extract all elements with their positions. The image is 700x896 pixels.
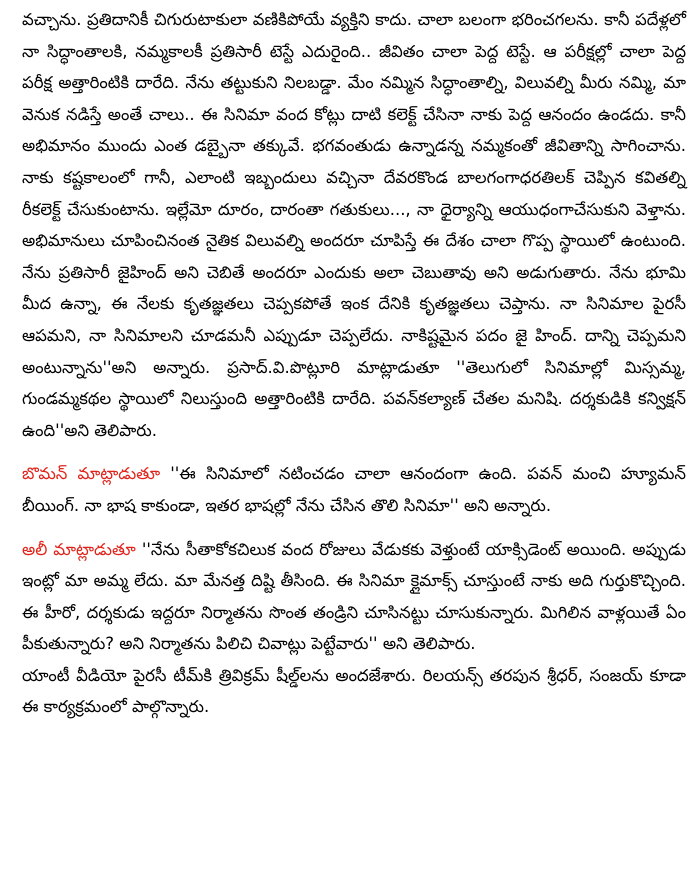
paragraph-boman	[22, 458, 686, 521]
paragraph-text: యాంటీ వీడియో పైరసీ టీమ్‌కి త్రివిక్రమ్ షీల్డ్‌లను అందజేశారు. రిలయన్స్ తరపున శ్రీధర్, సంజయ్ కూడా ఈ కార్యక్రమంలో పాల్గొన్నారు.	[22, 665, 686, 717]
paragraph-closing	[22, 660, 686, 723]
paragraph-speech	[22, 4, 686, 446]
speaker-label-ali: అలీ మాట్లాడుతూ	[22, 539, 136, 559]
paragraph-text: ''నేను సీతాకోకచిలుక వంద రోజులు వేడుకకు వెళ్తుంటే యాక్సిడెంట్ అయింది. అప్పుడు ఇంట్లో మా అమ్మ లేదు. మా మేనత్త దిష్టి తీసింది. ఈ సినిమా క్లైమాక్స్ చూస్తుంటే నాకు అది గుర్తుకొచ్చింది. ఈ హీరో, దర్శకుడు ఇద్దరూ నిర్మాతను సొంత తండ్రిని చూసినట్టు చూసుకున్నారు. మిగిలిన వాళ్లయితే ఏం పీకుతున్నారు? అని నిర్మాతను పిలిచి చివాట్లు పెట్టేవారు'' అని తెలిపారు.	[22, 539, 687, 654]
speaker-label-boman: బొమన్ మాట్లాడుతూ	[22, 464, 161, 484]
paragraph-text: వచ్చాను. ప్రతిదానికీ చిగురుటాకులా వణికిపోయే వ్యక్తిని కాదు. చాలా బలంగా భరించగలను. కానీ పదేళ్లలో నా సిద్ధాంతాలకి, నమ్మకాలకీ ప్రతిసారీ టెస్టే ఎదురైంది.. జీవితం చాలా పెద్ద టెస్టే. ఆ పరీక్షల్లో చాలా పెద్ద పరీక్ష అత్తారింటికి దారేది. నేను తట్టుకుని నిలబడ్డా. మేం నమ్మిన సిద్ధాంతాల్ని, విలువల్ని మీరు నమ్మి, మా వెనుక నడిస్తే అంతే చాలు.. ఈ సినిమా వంద కోట్లు దాటి కలెక్ట్ చేసినా నాకు పెద్ద ఆనందం ఉండదు. కానీ అభిమానం ముందు ఎంత డబ్బైనా తక్కువే. భగవంతుడు ఉన్నాడన్న నమ్మకంతో జీవితాన్ని సాగించాను. నాకు కష్టకాలంలో గానీ, ఎలాంటి ఇబ్బందులు వచ్చినా దేవరకొండ బాలగంగాధరతిలక్ చెప్పిన కవితల్ని రీకలెక్ట్ చేసుకుంటాను. ఇల్లేమో దూరం, దారంతా గతుకులు..., నా ధైర్యాన్ని ఆయుధంగాచేసుకుని వెళ్తాను. అభిమానులు చూపించినంత నైతిక విలువల్ని అందరూ చూపిస్తే ఈ దేశం చాలా గొప్ప స్థాయిలో ఉంటుంది. నేను ప్రతిసారీ జైహింద్ అని చెబితే అందరూ ఎందుకు అలా చెబుతావు అని అడుగుతారు. నేను భూమి మీద ఉన్నా, ఈ నేలకు కృతజ్ఞతలు చెప్పకపోతే ఇంక దేనికి కృతజ్ఞతలు చెప్తాను. నా సినిమాల పైరసీ ఆపమని, నా సినిమాలని చూడమనీ ఎప్పుడూ చెప్పలేదు. నాకిష్టమైన పదం జై హింద్. దాన్ని చెప్పమని అంటున్నాను''అని అన్నారు. ప్రసాద్.వి.పొట్లూరి మాట్లాడుతూ ''తెలుగులో సినిమాల్లో మిస్సమ్మ, గుండమ్మకథల స్థాయిలో నిలుస్తుంది అత్తారింటికి దారేది. పవన్‌కల్యాణ్ చేతల మనిషి. దర్శకుడికి కన్విక్షన్ ఉంది''అని తెలిపారు.	[22, 10, 686, 440]
paragraph-ali	[22, 534, 686, 660]
paragraph-text: ''ఈ సినిమాలో నటించడం చాలా ఆనందంగా ఉంది. పవన్ మంచి హ్యూమన్ బీయింగ్. నా భాష కాకుండా, ఇతర భాషల్లో నేను చేసిన తొలి సినిమా'' అని అన్నారు.	[22, 464, 686, 515]
